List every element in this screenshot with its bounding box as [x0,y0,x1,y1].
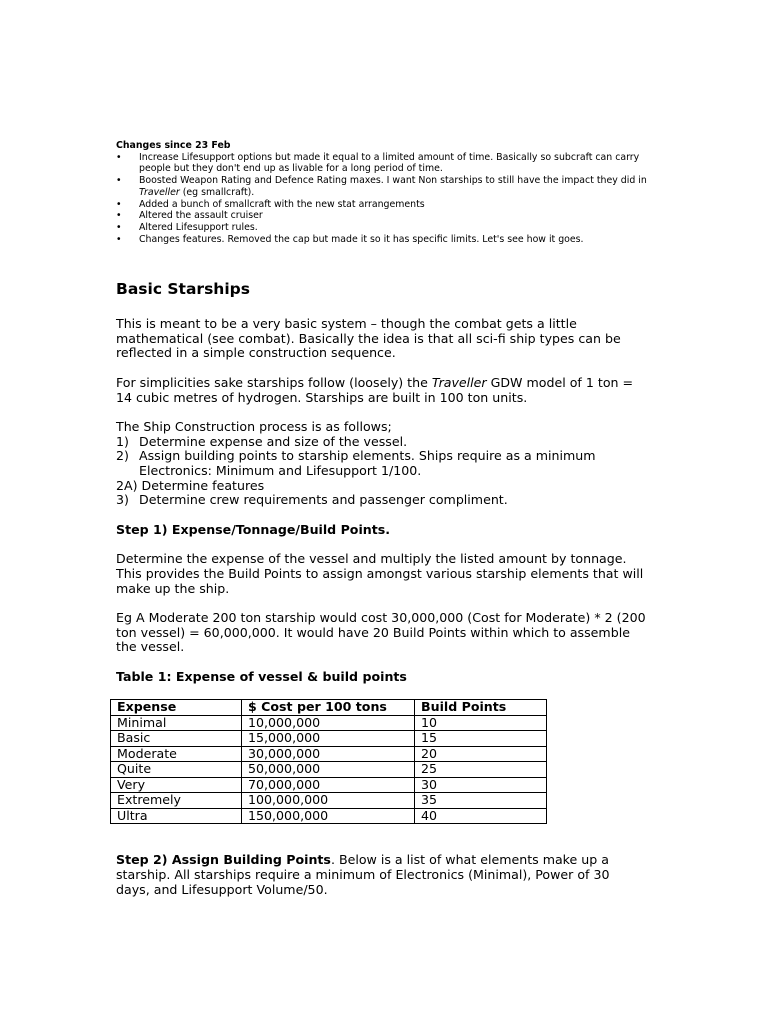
list-item-text-suffix: (eg smallcraft). [179,186,255,198]
step2-paragraph [116,853,646,897]
list-item-text: Changes features. Removed the cap but made it so it has specific limits. Let's see how it goes. [139,233,584,245]
table-cell: Quite [111,762,242,778]
column-header: $ Cost per 100 tons [242,700,415,716]
list-item [116,493,646,508]
list-number: 2) [116,448,129,464]
table-row [111,793,547,809]
model-paragraph [116,376,646,405]
italic-term: Traveller [139,186,180,198]
table-cell: 10,000,000 [242,715,415,731]
table-cell: Basic [111,731,242,747]
table-title: Table 1: Expense of vessel & build points [116,668,407,684]
table-cell: 150,000,000 [242,808,415,824]
table-cell: 100,000,000 [242,793,415,809]
table-cell: Moderate [111,746,242,762]
list-item [116,175,656,198]
table-cell: Minimal [111,715,242,731]
list-item-text: Determine crew requirements and passenger compliment. [139,492,508,508]
table-cell: 50,000,000 [242,762,415,778]
changes-title: Changes since 23 Feb [116,140,231,151]
process-list [116,435,646,509]
table-row [111,777,547,793]
table-cell: Extremely [111,793,242,809]
list-number: 1) [116,433,129,449]
table-cell: 25 [415,762,547,778]
table-cell: 15,000,000 [242,731,415,747]
step1-heading: Step 1) Expense/Tonnage/Build Points. [116,521,391,537]
bullet-icon: • [116,233,122,245]
bullet-icon: • [116,175,122,187]
list-item [116,435,646,450]
list-number: 3) [116,492,129,508]
table-cell: 70,000,000 [242,777,415,793]
list-item-text: Determine expense and size of the vessel. [139,433,408,449]
table-cell: 10 [415,715,547,731]
intro-paragraph: This is meant to be a very basic system – though the combat gets a little mathematical (see combat). Basically the idea is that all sci-fi ship types can be reflected in a simple construction sequence. [116,316,621,361]
list-item-text: Boosted Weapon Rating and Defence Rating maxes. I want Non starships to still have the impact they did in [139,175,647,187]
example-paragraph: Eg A Moderate 200 ton starship would cost 30,000,000 (Cost for Moderate) * 2 (200 ton vessel) = 60,000,000. It would have 20 Build Points within which to assemble the vessel. [116,609,646,655]
list-item [116,199,656,211]
table-row [111,746,547,762]
table-row [111,715,547,731]
list-item [116,152,656,175]
table-row [111,808,547,824]
list-item [116,234,656,246]
step2-heading: Step 2) Assign Building Points [116,852,331,868]
bullet-icon: • [116,210,122,222]
table-row [111,731,547,747]
table-cell: 35 [415,793,547,809]
bullet-icon: • [116,221,122,233]
changes-section [116,140,656,245]
table-cell: Very [111,777,242,793]
table-cell: Ultra [111,808,242,824]
page-title: Basic Starships [116,280,250,298]
list-item-text: Assign building points to starship elements. Ships require as a minimum Electronics: Minimum and Lifesupport 1/100. [139,448,596,478]
list-item-text: 2A) Determine features [116,477,265,493]
table-cell: 40 [415,808,547,824]
process-section [116,420,646,508]
table-header-row [111,700,547,716]
step1-paragraph: Determine the expense of the vessel and multiply the listed amount by tonnage. This provides the Build Points to assign amongst various starship elements that will make up the ship. [116,551,644,596]
table-cell: 30,000,000 [242,746,415,762]
table-cell: 20 [415,746,547,762]
list-item [116,449,646,478]
list-item [116,222,656,234]
model-text-pre: For simplicities sake starships follow (loosely) the [116,374,432,390]
table-cell: 30 [415,777,547,793]
bullet-icon: • [116,198,122,210]
step2-text: . Below is a list of what elements make up a starship. All starships require a minimum of Electronics (Minimal), Power of 30 days, and Lifesupport Volume/50. [116,852,610,897]
main-content [116,279,646,912]
table-row [111,762,547,778]
list-item-text: Altered Lifesupport rules. [139,221,258,233]
bullet-icon: • [116,151,122,163]
italic-term: Traveller [431,374,487,390]
list-item-text: Increase Lifesupport options but made it equal to a limited amount of time. Basically so subcraft can carry people but they don't end up as livable for a long period of time. [139,151,640,175]
expense-table [110,699,547,824]
table-cell: 15 [415,731,547,747]
column-header: Expense [111,700,242,716]
list-item [116,479,646,494]
model-text-post: GDW model of 1 ton = 14 cubic metres of hydrogen. Starships are built in 100 ton units. [116,374,634,405]
column-header: Build Points [415,700,547,716]
list-item-text: Altered the assault cruiser [139,210,263,222]
changes-list [116,152,656,246]
list-item-text: Added a bunch of smallcraft with the new stat arrangements [139,198,425,210]
list-item [116,210,656,222]
process-title: The Ship Construction process is as follows; [116,418,392,434]
